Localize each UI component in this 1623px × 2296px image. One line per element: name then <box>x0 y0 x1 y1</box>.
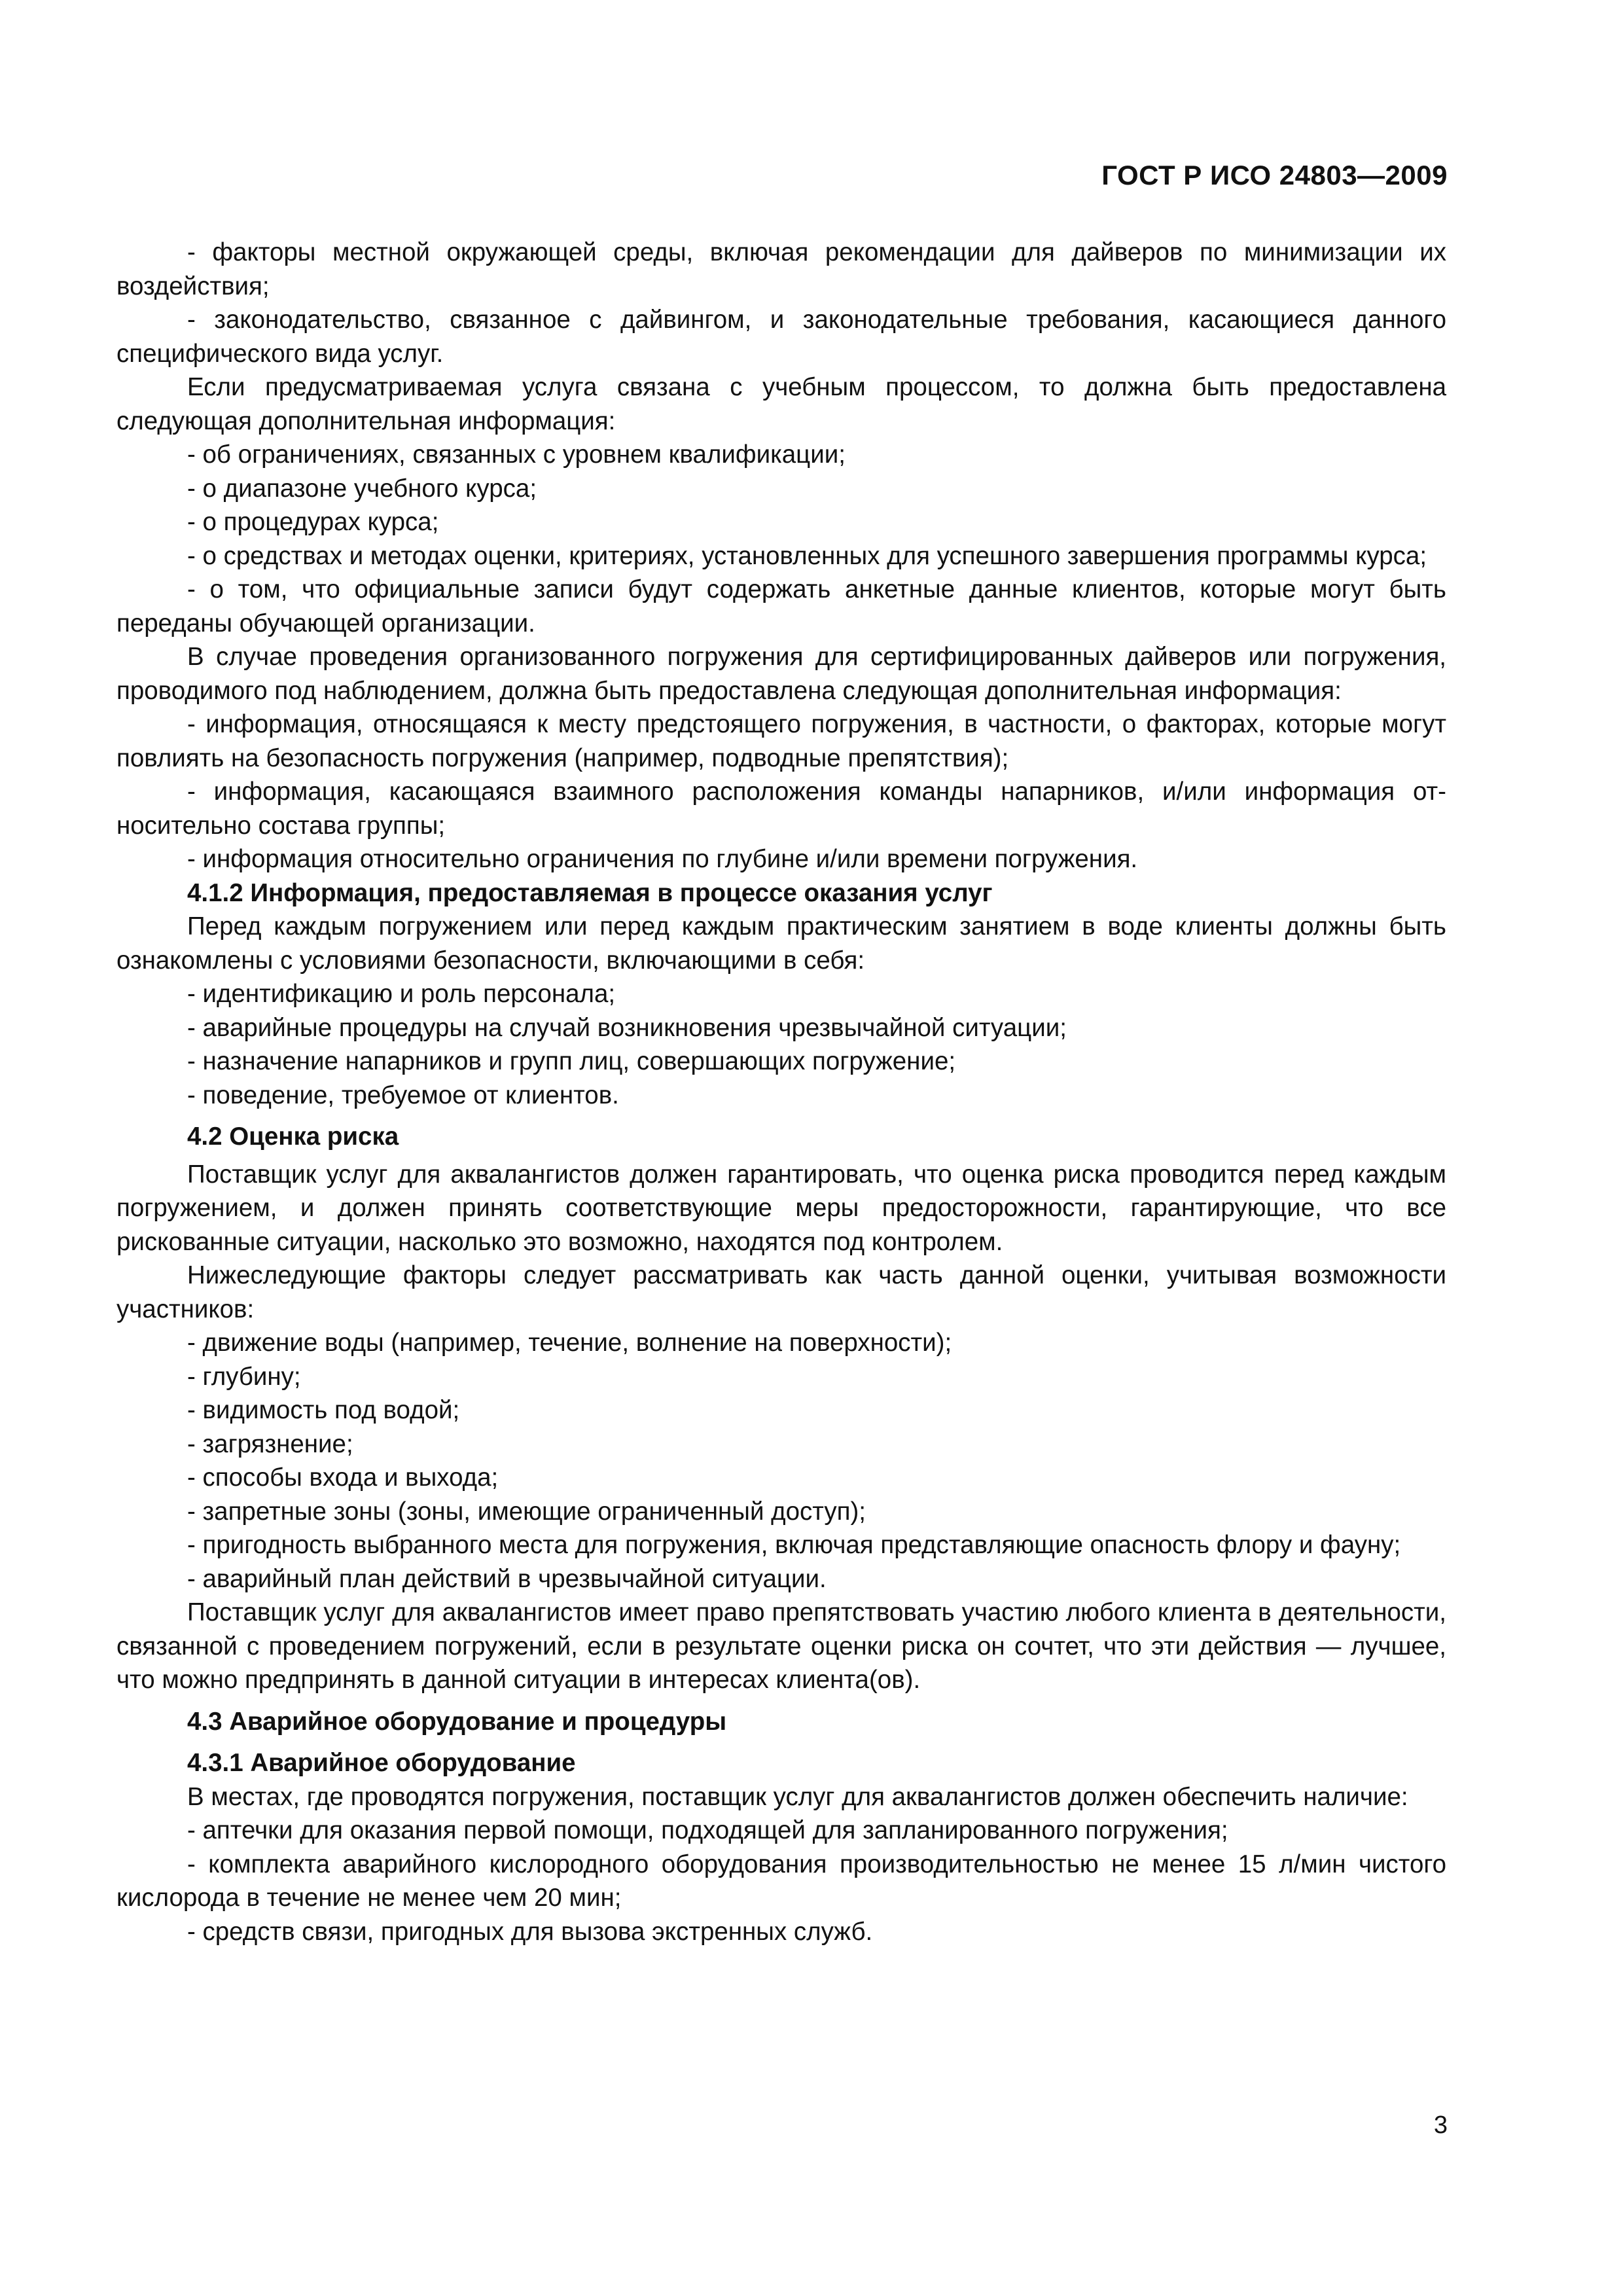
list-item: - о процедурах курса; <box>187 508 439 536</box>
list-item: - средств связи, пригодных для вызова экстренных служб. <box>187 1917 873 1946</box>
list-item: - об ограничениях, связанных с уровнем квалификации; <box>187 440 846 469</box>
list-item: - о диапазоне учебного курса; <box>187 474 537 503</box>
list-item: - о том, что официальные записи будут содержать анкетные данные клиентов, которые могут быть переданы обучающей организации. <box>116 575 1446 637</box>
section-heading-4-2: 4.2 Оценка риска <box>187 1122 399 1151</box>
list-item: - информация относительно ограничения по глубине и/или времени погружения. <box>187 845 1138 873</box>
list-item: - способы входа и выхода; <box>187 1463 499 1492</box>
list-item: - информация, касающаяся взаимного расположения команды напарников, и/или информация относительно состава группы; <box>116 778 1446 840</box>
list-item: - видимость под водой; <box>187 1396 460 1424</box>
list-item: - комплекта аварийного кислородного оборудования производительностью не менее 15 л/мин чистого кислорода в течение не менее чем 20 мин; <box>116 1850 1446 1912</box>
section-heading-4-3: 4.3 Аварийное оборудование и процедуры <box>187 1707 727 1736</box>
list-item: - назначение напарников и групп лиц, совершающих погружение; <box>187 1047 956 1075</box>
list-item: - пригодность выбранного места для погружения, включая представляющие опасность флору и фауну; <box>187 1531 1401 1559</box>
list-item: - факторы местной окружающей среды, включая рекомендации для дайверов по минимизации их воздействия; <box>116 238 1446 300</box>
list-item: - аптечки для оказания первой помощи, подходящей для запланированного погружения; <box>187 1816 1228 1844</box>
list-item: - движение воды (например, течение, волнение на поверхности); <box>187 1329 952 1357</box>
document-body <box>116 236 1446 1948</box>
document-code-header: ГОСТ Р ИСО 24803—2009 <box>1101 160 1448 190</box>
section-heading-4-1-2: 4.1.2 Информация, предоставляемая в процессе оказания услуг <box>187 878 993 907</box>
list-item: - идентификацию и роль персонала; <box>187 980 616 1008</box>
paragraph: Поставщик услуг для аквалангистов должен гарантировать, что оценка риска проводится перед каждым погружением, и должен принять соответствующие меры предосторожности, гарантирующие, что все рискованные ситуации, насколько это возможно, находятся под контролем. <box>116 1160 1446 1256</box>
paragraph: Нижеследующие факторы следует рассматривать как часть данной оценки, учитывая возможности участников: <box>116 1261 1446 1323</box>
paragraph: Поставщик услуг для аквалангистов имеет право препятствовать участию любого клиента в деятельности, связанной с проведением погружений, если в результате оценки риска он сочтет, что эти действия — лучшее, что можно предпринять в данной ситуации в интересах клиента(ов). <box>116 1598 1446 1694</box>
paragraph: В местах, где проводятся погружения, поставщик услуг для аквалангистов должен обеспечить наличие: <box>187 1782 1408 1811</box>
list-item: - глубину; <box>187 1362 301 1391</box>
list-item: - законодательство, связанное с дайвингом, и законодательные требования, касающиеся данного специфического вида услуг. <box>116 306 1446 368</box>
paragraph: Перед каждым погружением или перед каждым практическим занятием в воде клиенты должны быть ознакомлены с условиями безопасности, включающими в себя: <box>116 912 1446 975</box>
section-heading-4-3-1: 4.3.1 Аварийное оборудование <box>187 1749 576 1777</box>
list-item: - аварийный план действий в чрезвычайной ситуации. <box>187 1564 827 1593</box>
paragraph: В случае проведения организованного погружения для сертифицированных дайверов или погружения, проводимого под наблюдением, должна быть предоставлена следующая дополнительная информация: <box>116 643 1446 705</box>
page-number: 3 <box>1433 2111 1448 2139</box>
list-item: - аварийные процедуры на случай возникновения чрезвычайной ситуации; <box>187 1013 1067 1042</box>
paragraph: Если предусматриваемая услуга связана с учебным процессом, то должна быть предоставлена следующая дополнительная информация: <box>116 373 1446 435</box>
list-item: - о средствах и методах оценки, критериях, установленных для успешного завершения программы курса; <box>187 541 1427 570</box>
list-item: - запретные зоны (зоны, имеющие ограниченный доступ); <box>187 1497 866 1526</box>
list-item: - поведение, требуемое от клиентов. <box>187 1081 619 1109</box>
list-item: - информация, относящаяся к месту предстоящего погружения, в частности, о факторах, которые могут повлиять на безопасность погружения (например, подводные препятствия); <box>116 710 1446 772</box>
list-item: - загрязнение; <box>187 1429 353 1458</box>
